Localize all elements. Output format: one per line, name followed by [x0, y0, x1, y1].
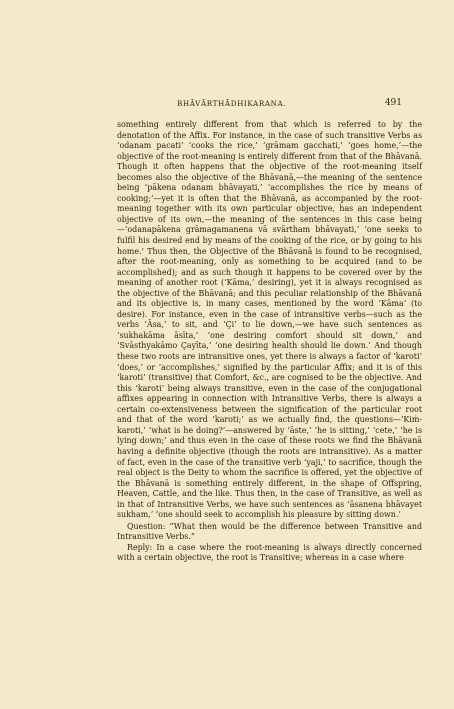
paragraph-reply: Reply: In a case where the root-meaning is always directly concerned with a certain objective, the root is Transitive; whereas in a case where [117, 542, 422, 563]
paragraph: something entirely different from that which is referred to by the denotation of the Affix. For instance, in the case of such transitive Verbs as ‘odanam pacati’ ‘cooks the rice,’ ‘grāmam gacchati,’ ‘goes home,’—the objective of the root-meaning is entirely different from that of the Bhāvanā. Though it often happens that the objective of the root-meaning itself becomes also the objective of the Bhāvanā,—the meaning of the sentence being ‘pākena odanam bhāvayati,’ ‘accomplishes the rice by means of cooking;’—yet it is often that the Bhāvanā, as accompanied by the root-meaning together with its own particular objective, has an independent objective of its own,—the meaning of the sentences in this case being—‘odanapākena grāmagamanena vā svārtham bhāvayati,’ ‘one seeks to fulfil his desired end by means of the cooking of the rice, or by going to his home.’ Thus then, the Objective of the Bhāvanā is found to be recognised, after the root-meaning, only as something to be acquired (and to be accomplished); and as such though it happens to be covered over by the meaning of another root (‘Kāma,’ desiring), yet it is always recognised as the objective of the Bhāvanā; and this peculiar relationship of the Bhāvanā and its objective is, in many cases, mentioned by the word ‘Kāma’ (to desire). For instance, even in the case of intransitive verbs—such as the verbs ‘Āsa,’ to sit, and ‘Çi’ to lie down,—we have such sentences as ‘sukhakāma āsīta,’ ‘one desiring comfort should sit down,’ and ‘Svāsthyakāmo Çayīta,’ ‘one desiring health should lie down.’ And though these two roots are intransitive ones, yet there is always a factor of ‘karoti’ ‘does,’ or ‘accomplishes,’ signified by the particular Affix; and it is of this ‘karoti’ (transitive) that Comfort, &c., are cognised to be the objective. And this ‘karoti’ being always transitive, even in the case of the conjugational affixes appearing in connection with Intransitive Verbs, there is always a certain co-extensiveness between the signification of the particular root and that of the word ‘karoti;’ as we actually find, the questions—‘Kiṁ-karoti,’ ‘what is he doing?’—answered by ‘āste,’ ‘he is sitting,’ ‘cete,’ ‘he is lying down;’ and thus even in the case of these roots we find the Bhāvanā having a definite objective (though the roots are intransitive). As a matter of fact, even in the case of the transitive verb ‘yaji,’ to sacrifice, though the real object is the Deity to whom the sacrifice is offered, yet the objective of the Bhāvanā is something entirely different, in the shape of Offspring, Heaven, Cattle, and the like. Thus then, in the case of Transitive, as well as in that of Intransitive Verbs, we have such sentences as ‘āsanena bhāvayet sukham,’ ‘one should seek to accomplish his pleasure by sitting down.’ [117, 120, 422, 520]
paragraph-question: Question: “What then would be the difference between Transitive and Intransitive Verbs.” [117, 521, 422, 542]
page-header [117, 99, 402, 111]
body-text [117, 120, 422, 564]
page-number: 491 [384, 98, 402, 108]
running-head: BHĀVĀRTHĀDHIKARAṆA. [177, 99, 287, 108]
